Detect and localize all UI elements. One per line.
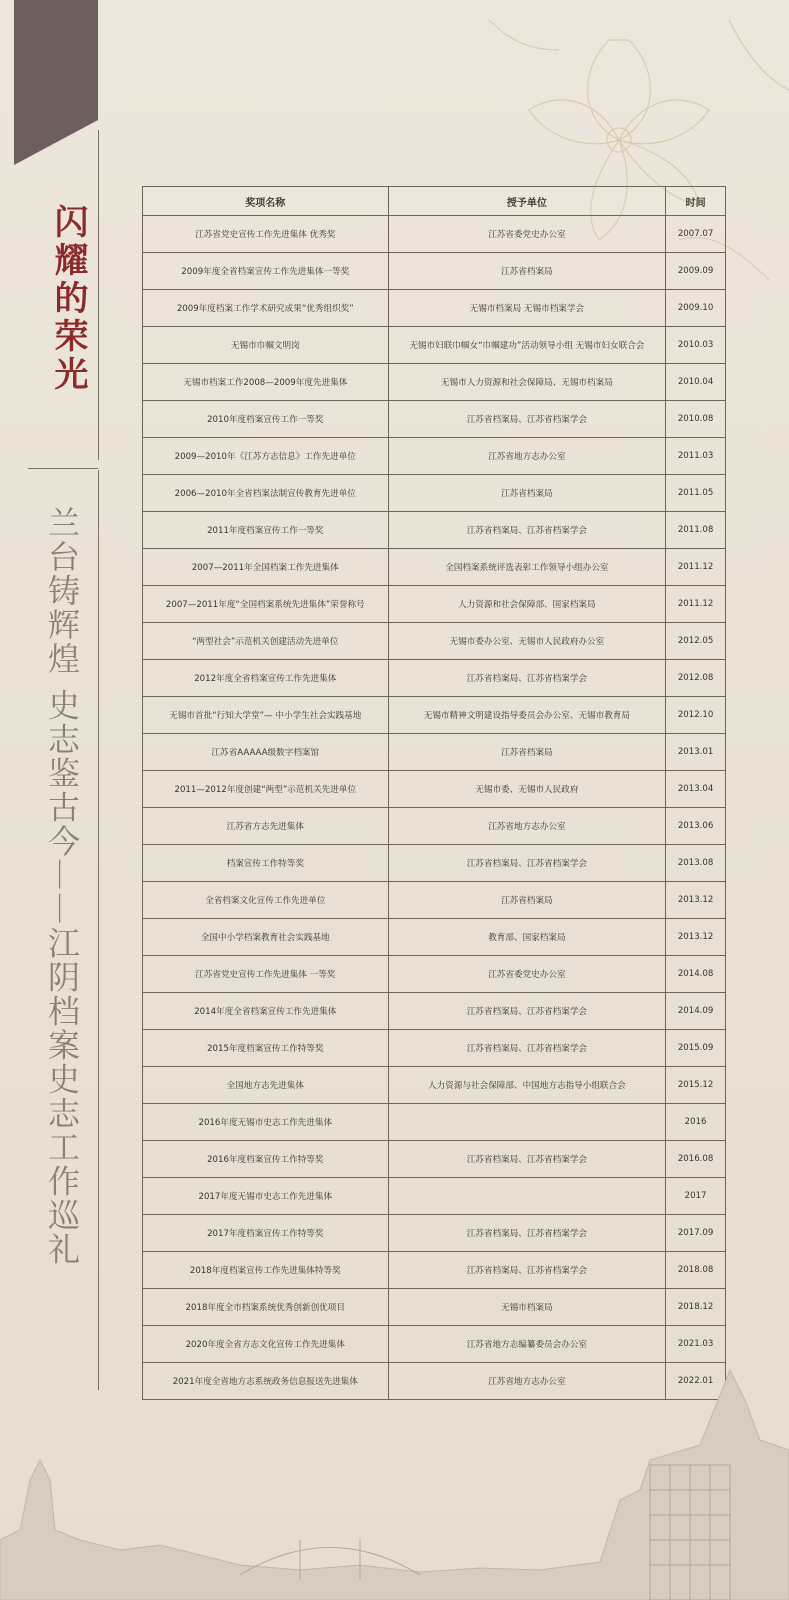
cell-date: 2010.04 (666, 364, 726, 401)
column-header-issuer: 授予单位 (388, 187, 666, 216)
table-row (143, 512, 726, 549)
cell-issuer: 江苏省档案局、江苏省档案学会 (388, 845, 666, 882)
cell-award: 2017年度无锡市史志工作先进集体 (143, 1178, 389, 1215)
cell-award: 2014年度全省档案宣传工作先进集体 (143, 993, 389, 1030)
cell-date: 2010.03 (666, 327, 726, 364)
table-row (143, 1178, 726, 1215)
cell-award: 2009年度全省档案宣传工作先进集体一等奖 (143, 253, 389, 290)
cell-date: 2015.12 (666, 1067, 726, 1104)
column-header-award: 奖项名称 (143, 187, 389, 216)
table-row (143, 1289, 726, 1326)
cell-award: 无锡市档案工作2008—2009年度先进集体 (143, 364, 389, 401)
cell-issuer: 全国档案系统评选表彰工作领导小组办公室 (388, 549, 666, 586)
cell-award: 档案宣传工作特等奖 (143, 845, 389, 882)
cell-issuer: 江苏省档案局、江苏省档案学会 (388, 1252, 666, 1289)
cell-date: 2022.01 (666, 1363, 726, 1400)
cell-issuer: 江苏省档案局 (388, 253, 666, 290)
cell-issuer: 无锡市委、无锡市人民政府 (388, 771, 666, 808)
table-header-row (143, 187, 726, 216)
cell-award: 全省档案文化宣传工作先进单位 (143, 882, 389, 919)
cell-date: 2011.05 (666, 475, 726, 512)
table-row (143, 1252, 726, 1289)
cell-date: 2011.08 (666, 512, 726, 549)
cell-award: 2017年度档案宣传工作特等奖 (143, 1215, 389, 1252)
cell-award: 江苏省方志先进集体 (143, 808, 389, 845)
cell-date: 2016 (666, 1104, 726, 1141)
cell-issuer: 江苏省地方志办公室 (388, 808, 666, 845)
cell-award: 全国地方志先进集体 (143, 1067, 389, 1104)
table-row (143, 327, 726, 364)
skyline-decoration (0, 1340, 789, 1600)
page-title: 闪耀的荣光 (48, 204, 88, 394)
cell-issuer: 江苏省档案局、江苏省档案学会 (388, 1030, 666, 1067)
cell-issuer: 江苏省档案局、江苏省档案学会 (388, 401, 666, 438)
table-row (143, 771, 726, 808)
cell-date: 2014.08 (666, 956, 726, 993)
cell-award: 江苏省党史宣传工作先进集体 优秀奖 (143, 216, 389, 253)
cell-date: 2011.03 (666, 438, 726, 475)
cell-date: 2013.12 (666, 882, 726, 919)
divider-mark (28, 468, 98, 469)
cell-award: 2007—2011年全国档案工作先进集体 (143, 549, 389, 586)
table-row (143, 475, 726, 512)
cell-award: 2011—2012年度创建“两型”示范机关先进单位 (143, 771, 389, 808)
awards-table (142, 186, 726, 1400)
cell-issuer: 江苏省委党史办公室 (388, 956, 666, 993)
cell-issuer: 无锡市精神文明建设指导委员会办公室、无锡市教育局 (388, 697, 666, 734)
table-row (143, 993, 726, 1030)
cell-award: 全国中小学档案教育社会实践基地 (143, 919, 389, 956)
cell-issuer: 无锡市人力资源和社会保障局、无锡市档案局 (388, 364, 666, 401)
cell-award: 2021年度全省地方志系统政务信息报送先进集体 (143, 1363, 389, 1400)
cell-issuer: 江苏省档案局、江苏省档案学会 (388, 1215, 666, 1252)
cell-issuer: 无锡市档案局 (388, 1289, 666, 1326)
cell-award: 2011年度档案宣传工作一等奖 (143, 512, 389, 549)
cell-date: 2013.01 (666, 734, 726, 771)
table-row (143, 956, 726, 993)
cell-date: 2016.08 (666, 1141, 726, 1178)
cell-award: 江苏省党史宣传工作先进集体 一等奖 (143, 956, 389, 993)
column-header-date: 时间 (666, 187, 726, 216)
cell-date: 2013.12 (666, 919, 726, 956)
divider-line-top (98, 130, 99, 460)
cell-date: 2018.12 (666, 1289, 726, 1326)
cell-issuer: 人力资源与社会保障部、中国地方志指导小组联合会 (388, 1067, 666, 1104)
cell-award: 2015年度档案宣传工作特等奖 (143, 1030, 389, 1067)
cell-issuer: 江苏省档案局 (388, 734, 666, 771)
cell-award: 2009—2010年《江苏方志信息》工作先进单位 (143, 438, 389, 475)
table-row (143, 1030, 726, 1067)
table-row (143, 438, 726, 475)
page-subtitle: 兰台铸辉煌 史志鉴古今——江阴档案史志工作巡礼 (43, 506, 81, 1267)
table-row (143, 623, 726, 660)
cell-issuer: 江苏省档案局、江苏省档案学会 (388, 512, 666, 549)
cell-issuer: 教育部、国家档案局 (388, 919, 666, 956)
cell-award: 2009年度档案工作学术研究成果“优秀组织奖” (143, 290, 389, 327)
table-row (143, 216, 726, 253)
cell-issuer (388, 1178, 666, 1215)
cell-date: 2007.07 (666, 216, 726, 253)
cell-date: 2013.04 (666, 771, 726, 808)
table-row (143, 1104, 726, 1141)
cell-date: 2017.09 (666, 1215, 726, 1252)
table-row (143, 919, 726, 956)
cell-date: 2009.10 (666, 290, 726, 327)
table-row (143, 1141, 726, 1178)
cell-date: 2013.08 (666, 845, 726, 882)
cell-date: 2010.08 (666, 401, 726, 438)
cell-date: 2013.06 (666, 808, 726, 845)
cell-date: 2017 (666, 1178, 726, 1215)
table-row (143, 1215, 726, 1252)
cell-issuer: 无锡市档案局 无锡市档案学会 (388, 290, 666, 327)
cell-award: 2018年度全市档案系统优秀创新创优项目 (143, 1289, 389, 1326)
cell-issuer: 江苏省档案局 (388, 475, 666, 512)
table-row (143, 549, 726, 586)
cell-award: 2010年度档案宣传工作一等奖 (143, 401, 389, 438)
table-row (143, 1067, 726, 1104)
cell-date: 2018.08 (666, 1252, 726, 1289)
table-row (143, 845, 726, 882)
divider-line-bottom (98, 470, 99, 1390)
cell-date: 2014.09 (666, 993, 726, 1030)
cell-issuer: 无锡市委办公室、无锡市人民政府办公室 (388, 623, 666, 660)
cell-date: 2012.10 (666, 697, 726, 734)
cell-issuer: 人力资源和社会保障部、国家档案局 (388, 586, 666, 623)
table-row (143, 253, 726, 290)
cell-award: 2012年度全省档案宣传工作先进集体 (143, 660, 389, 697)
cell-issuer: 江苏省档案局、江苏省档案学会 (388, 993, 666, 1030)
cell-issuer: 江苏省地方志办公室 (388, 438, 666, 475)
cell-date: 2015.09 (666, 1030, 726, 1067)
cell-date: 2011.12 (666, 549, 726, 586)
cell-award: 2006—2010年全省档案法制宣传教育先进单位 (143, 475, 389, 512)
cell-issuer: 江苏省地方志办公室 (388, 1363, 666, 1400)
cell-date: 2012.08 (666, 660, 726, 697)
cell-award: 无锡市首批“行知大学堂”— 中小学生社会实践基地 (143, 697, 389, 734)
cell-award: 2016年度无锡市史志工作先进集体 (143, 1104, 389, 1141)
cell-date: 2011.12 (666, 586, 726, 623)
cell-award: 2016年度档案宣传工作特等奖 (143, 1141, 389, 1178)
table-row (143, 290, 726, 327)
cell-issuer (388, 1104, 666, 1141)
cell-issuer: 江苏省档案局 (388, 882, 666, 919)
table-row (143, 808, 726, 845)
cell-issuer: 江苏省地方志编纂委员会办公室 (388, 1326, 666, 1363)
cell-award: 2018年度档案宣传工作先进集体特等奖 (143, 1252, 389, 1289)
cell-date: 2021.03 (666, 1326, 726, 1363)
cell-issuer: 无锡市妇联巾帼女“巾帼建功”活动领导小组 无锡市妇女联合会 (388, 327, 666, 364)
cell-award: 无锡市巾帼文明岗 (143, 327, 389, 364)
cell-date: 2009.09 (666, 253, 726, 290)
cell-award: “两型社会”示范机关创建活动先进单位 (143, 623, 389, 660)
table-row (143, 364, 726, 401)
cell-award: 2007—2011年度“全国档案系统先进集体”荣誉称号 (143, 586, 389, 623)
cell-issuer: 江苏省档案局、江苏省档案学会 (388, 660, 666, 697)
cell-issuer: 江苏省档案局、江苏省档案学会 (388, 1141, 666, 1178)
table-row (143, 734, 726, 771)
table-row (143, 586, 726, 623)
cell-award: 江苏省AAAAA级数字档案馆 (143, 734, 389, 771)
table-row (143, 697, 726, 734)
cell-award: 2020年度全省方志文化宣传工作先进集体 (143, 1326, 389, 1363)
table-row (143, 401, 726, 438)
cell-date: 2012.05 (666, 623, 726, 660)
cell-issuer: 江苏省委党史办公室 (388, 216, 666, 253)
table-row (143, 882, 726, 919)
table-row (143, 660, 726, 697)
